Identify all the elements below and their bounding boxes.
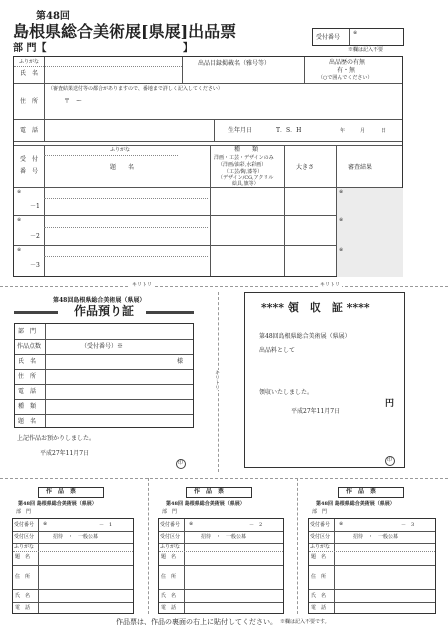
tag-3-name-label: 氏 名 bbox=[311, 593, 327, 599]
tag-3-title-label: 題 名 bbox=[311, 554, 327, 560]
tag-1-furigana: ふりがな bbox=[14, 544, 35, 550]
tag-2-receipt-label: 受付番号 bbox=[160, 522, 181, 528]
row-mark-3: ※ bbox=[17, 247, 22, 253]
cut-label-1: キリトリ bbox=[132, 282, 153, 288]
tag-2-number: － 2 bbox=[249, 522, 263, 528]
custody-seal-label: 印 bbox=[178, 460, 184, 466]
tag-3-number: － 3 bbox=[401, 522, 415, 528]
address-note: （審査結果送付等の都合がありますので、番地まで詳しく記入してください） bbox=[48, 86, 223, 92]
tag-2 bbox=[158, 484, 284, 614]
custody-footer-2: 平成27年11月7日 bbox=[40, 450, 90, 457]
col-size: 大きさ bbox=[296, 164, 315, 171]
tag-1-title: 作 品 票 bbox=[46, 488, 77, 495]
col-furigana: ふりがな bbox=[110, 147, 131, 153]
tag-1 bbox=[12, 484, 134, 614]
tag-1-address-label: 住 所 bbox=[15, 574, 31, 580]
address-label: 住 所 bbox=[20, 98, 39, 105]
tag-3-furigana: ふりがな bbox=[310, 544, 331, 550]
receipt-line-1: 第48回島根県総合美術展（県展） bbox=[259, 333, 351, 340]
edition-label: 第48回 bbox=[36, 11, 70, 22]
row-mark-1: ※ bbox=[17, 189, 22, 195]
entry-form bbox=[13, 56, 403, 277]
custody-row-name: 氏 名 bbox=[18, 358, 37, 365]
custody-footer-1: 上記作品お預かりしました。 bbox=[17, 435, 96, 442]
col-result: 審査結果 bbox=[348, 164, 373, 171]
tag-2-phone-label: 電 話 bbox=[161, 605, 177, 611]
tag-3-kubun-label: 受付区分 bbox=[310, 534, 331, 540]
not-required-note: ※欄は記入不要 bbox=[348, 47, 384, 53]
row-num-1: －1 bbox=[30, 203, 40, 210]
vertical-cut-label: キリトリ bbox=[214, 370, 220, 390]
tag-1-mark: ※ bbox=[43, 521, 48, 527]
cut-line bbox=[0, 286, 448, 287]
receipt-number-label: 受付番号 bbox=[316, 34, 341, 41]
tag-2-furigana: ふりがな bbox=[160, 544, 181, 550]
result-mark-2: ※ bbox=[339, 217, 344, 223]
type-line-5: 絵具,旗等） bbox=[232, 181, 259, 187]
tag-1-number: － 1 bbox=[99, 522, 113, 528]
catalog-name-label: 出品目録掲載名（雅号等） bbox=[198, 60, 271, 67]
tag-3-bumon: 部 門 bbox=[312, 509, 328, 515]
tag-2-name-label: 氏 名 bbox=[161, 593, 177, 599]
birth-year: 年 bbox=[340, 128, 346, 134]
receipt-yen: 円 bbox=[385, 399, 395, 409]
history-title: 出品歴の有無 bbox=[329, 59, 366, 66]
cut-label-2: キリトリ bbox=[320, 282, 341, 288]
birth-label: 生年月日 bbox=[228, 127, 253, 134]
bumon-close: 】 bbox=[183, 43, 193, 54]
furigana-label: ふりがな bbox=[19, 59, 40, 65]
tag-3-title: 作 品 票 bbox=[346, 488, 377, 495]
receipt-title: **** 領 収 証 **** bbox=[261, 301, 370, 314]
custody-header: 第48回島根県総合美術展（県展） bbox=[53, 297, 146, 304]
tag-3-kubun-value[interactable]: 招待 ・ 一般公募 bbox=[353, 534, 399, 540]
custody-receipt-no: （受付番号）※ bbox=[81, 343, 124, 350]
tag-2-header: 第48回 島根県総合美術展（県展） bbox=[166, 501, 245, 507]
name-label: 氏 名 bbox=[20, 70, 39, 77]
row-mark-2: ※ bbox=[17, 217, 22, 223]
result-mark-3: ※ bbox=[339, 247, 344, 253]
custody-row-type: 種 類 bbox=[18, 403, 37, 410]
tag-3-mark: ※ bbox=[339, 521, 344, 527]
row-num-2: －2 bbox=[30, 233, 40, 240]
receipt-date: 平成27年11月7日 bbox=[291, 408, 341, 415]
receipt-line-3: 領収いたしました。 bbox=[259, 389, 314, 396]
tag-2-address-label: 住 所 bbox=[161, 574, 177, 580]
receipt-line-2: 出品料として bbox=[259, 347, 296, 354]
history-note: （○で囲んでください） bbox=[318, 75, 373, 81]
custody-row-bumon: 部 門 bbox=[18, 328, 37, 335]
col-uketsuke: 受 付 bbox=[20, 156, 39, 163]
tag-divider-2 bbox=[297, 478, 298, 614]
page-title: 島根県総合美術展[県展]出品票 bbox=[13, 22, 237, 41]
tag-1-name-label: 氏 名 bbox=[15, 593, 31, 599]
custody-row-title: 題 名 bbox=[18, 418, 37, 425]
tag-1-receipt-label: 受付番号 bbox=[14, 522, 35, 528]
tag-3-phone-label: 電 話 bbox=[311, 605, 327, 611]
receipt-seal-label: 印 bbox=[387, 457, 393, 463]
footer-note: ※欄は記入不要です。 bbox=[280, 619, 330, 625]
birth-month: 月 bbox=[360, 128, 366, 134]
type-line-2: （洋画/油彩,水彩画） bbox=[218, 162, 267, 168]
custody-row-address: 住 所 bbox=[18, 373, 37, 380]
custody-table bbox=[14, 323, 194, 428]
tag-2-bumon: 部 門 bbox=[162, 509, 178, 515]
type-line-3: （工芸/陶,漆等） bbox=[224, 169, 263, 175]
tag-1-kubun-label: 受付区分 bbox=[14, 534, 35, 540]
tag-2-mark: ※ bbox=[189, 521, 194, 527]
footer-instruction: 作品票は、作品の裏面の右上に貼付してください。 bbox=[116, 618, 277, 626]
tag-1-kubun-value[interactable]: 招待 ・ 一般公募 bbox=[53, 534, 99, 540]
type-line-1: 洋画・工芸・デザインのみ bbox=[214, 155, 274, 161]
tag-3 bbox=[308, 484, 436, 614]
payment-receipt bbox=[244, 292, 405, 468]
tag-3-address-label: 住 所 bbox=[311, 574, 327, 580]
postal-label: 〒 ー bbox=[64, 98, 83, 105]
result-mark-1: ※ bbox=[339, 189, 344, 195]
custody-sama: 様 bbox=[177, 358, 184, 365]
type-line-4: （デザイン/CG,アクリル bbox=[218, 175, 274, 181]
tag-1-bumon: 部 門 bbox=[16, 509, 32, 515]
tag-1-title-label: 題 名 bbox=[15, 554, 31, 560]
receipt-number-box[interactable] bbox=[312, 28, 404, 46]
tag-3-receipt-label: 受付番号 bbox=[310, 522, 331, 528]
custody-title: 作品預り証 bbox=[74, 304, 135, 318]
custody-row-phone: 電 話 bbox=[18, 388, 37, 395]
col-bango: 番 号 bbox=[20, 168, 39, 175]
tag-1-phone-label: 電 話 bbox=[15, 605, 31, 611]
custody-row-count: 作品点数 bbox=[17, 343, 42, 350]
tag-2-title-label: 題 名 bbox=[161, 554, 177, 560]
col-title: 題 名 bbox=[110, 164, 135, 171]
tag-3-header: 第48回 島根県総合美術展（県展） bbox=[316, 501, 395, 507]
tag-divider-1 bbox=[148, 478, 149, 614]
birth-day: 日 bbox=[381, 128, 387, 134]
cut-line-bottom bbox=[0, 478, 448, 479]
phone-label: 電 話 bbox=[20, 127, 39, 134]
row-num-3: －3 bbox=[30, 262, 40, 269]
tag-2-title: 作 品 票 bbox=[194, 488, 225, 495]
tag-1-header: 第48回 島根県総合美術展（県展） bbox=[18, 501, 97, 507]
bumon-label: 部 門【 bbox=[13, 43, 47, 54]
history-value[interactable]: 有・無 bbox=[337, 67, 356, 74]
receipt-mark: ※ bbox=[353, 30, 358, 36]
tag-2-kubun-value[interactable]: 招待 ・ 一般公募 bbox=[201, 534, 247, 540]
col-type: 種 類 bbox=[234, 146, 259, 153]
birth-era[interactable]: T．S．H bbox=[276, 127, 302, 134]
tag-2-kubun-label: 受付区分 bbox=[160, 534, 181, 540]
